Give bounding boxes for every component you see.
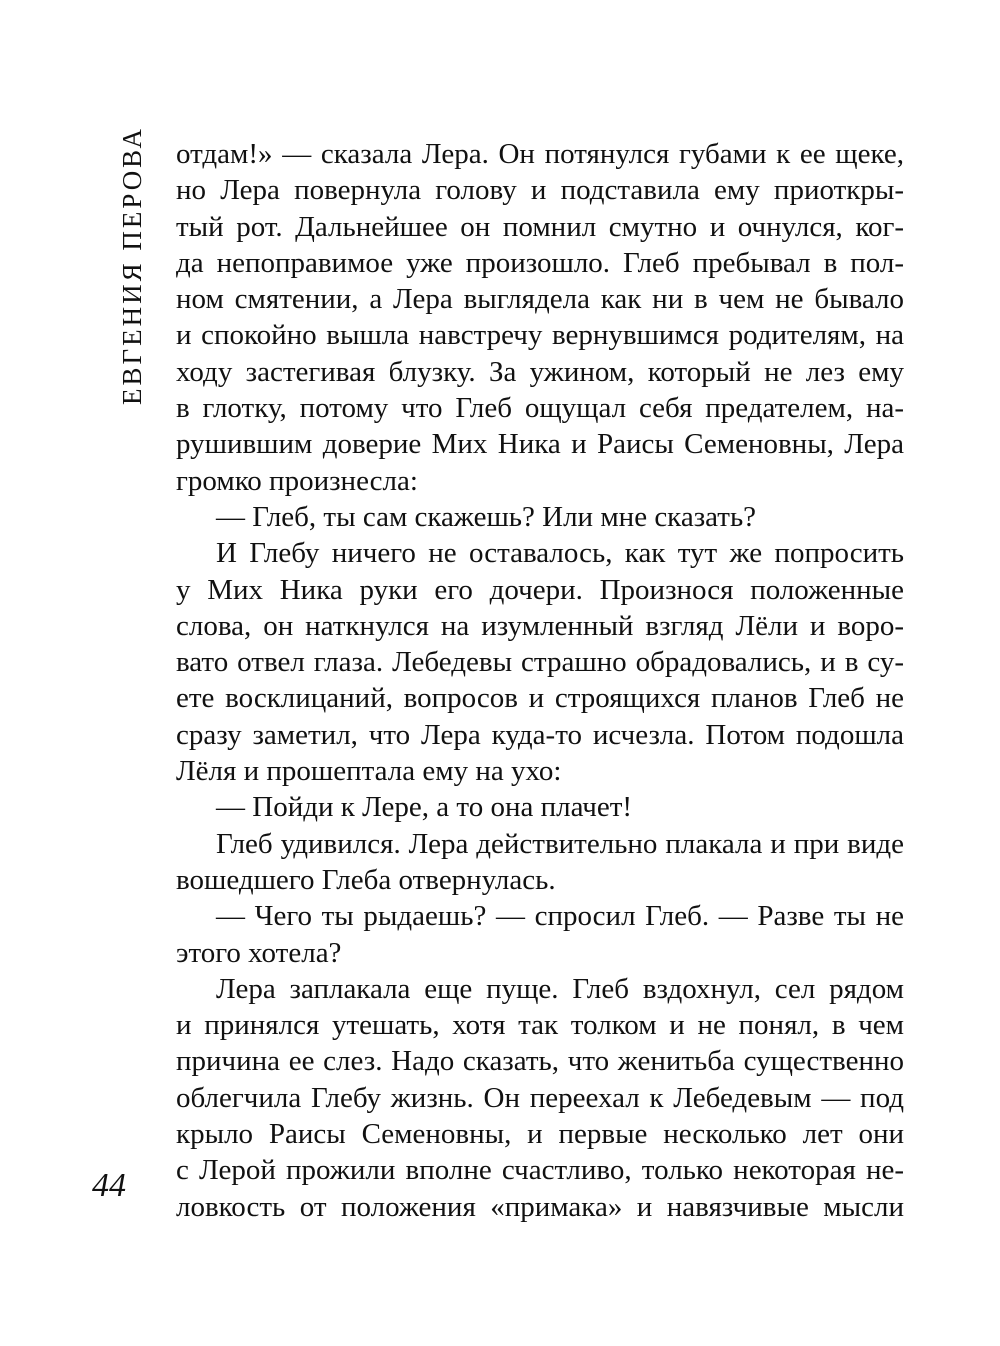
text-line: — Глеб, ты сам скажешь? Или мне сказать?: [216, 500, 757, 533]
text-line: причина ее слез. Надо сказать, что женитьба существенно: [176, 1045, 904, 1078]
text-line: — Пойди к Лере, а то она плачет!: [216, 791, 633, 824]
text-line: облегчила Глебу жизнь. Он переехал к Лебедевым — под: [176, 1081, 904, 1114]
text-line: но Лера повернула голову и подставила ему приоткры-: [176, 174, 904, 207]
running-head: [112, 125, 152, 405]
text-line: у Мих Ника руки его дочери. Произнося положенные: [176, 573, 904, 606]
text-line: крыло Раисы Семеновны, и первые несколько лет они: [176, 1118, 904, 1151]
text-line: ете восклицаний, вопросов и строящихся планов Глеб не: [176, 682, 904, 715]
text-line: громко произнесла:: [176, 464, 418, 497]
text-line: Лёля и прошептала ему на ухо:: [176, 755, 562, 788]
text-line: в глотку, потому что Глеб ощущал себя предателем, на-: [176, 392, 904, 425]
text-line: Глеб удивился. Лера действительно плакала и при виде: [216, 827, 904, 860]
text-line: ходу застегивая блузку. За ужином, который не лез ему: [176, 355, 904, 388]
page-number: 44: [92, 1167, 126, 1204]
text-line: с Лерой прожили вполне счастливо, только некоторая не-: [176, 1154, 904, 1187]
text-line: да непоправимое уже произошло. Глеб пребывал в пол-: [176, 246, 904, 279]
text-line: слова, он наткнулся на изумленный взгляд Лёли и воро-: [176, 609, 904, 642]
body-text: [176, 136, 904, 1225]
text-line: этого хотела?: [176, 936, 342, 969]
text-line: ловкость от положения «примака» и навязчивые мысли: [176, 1190, 904, 1223]
text-line: рушившим доверие Мих Ника и Раисы Семеновны, Лера: [176, 428, 904, 461]
text-line: ном смятении, а Лера выглядела как ни в чем не бывало: [176, 283, 904, 316]
text-line: вошедшего Глеба отвернулась.: [176, 863, 556, 896]
text-line: Лера заплакала еще пуще. Глеб вздохнул, сел рядом: [216, 972, 904, 1005]
text-line: и принялся утешать, хотя так толком и не понял, в чем: [176, 1009, 904, 1042]
text-line: отдам!» — сказала Лера. Он потянулся губами к ее щеке,: [176, 138, 904, 170]
text-line: И Глебу ничего не оставалось, как тут же попросить: [216, 537, 904, 570]
text-line: — Чего ты рыдаешь? — спросил Глеб. — Разве ты не: [216, 900, 904, 933]
text-line: тый рот. Дальнейшее он помнил смутно и очнулся, ког-: [176, 210, 904, 243]
text-line: вато отвел глаза. Лебедевы страшно обрадовались, и в су-: [176, 646, 904, 679]
text-line: и спокойно вышла навстречу вернувшимся родителям, на: [176, 319, 904, 352]
text-line: сразу заметил, что Лера куда-то исчезла. Потом подошла: [176, 718, 904, 751]
author-name: ЕВГЕНИЯ ПЕРОВА: [116, 125, 147, 405]
